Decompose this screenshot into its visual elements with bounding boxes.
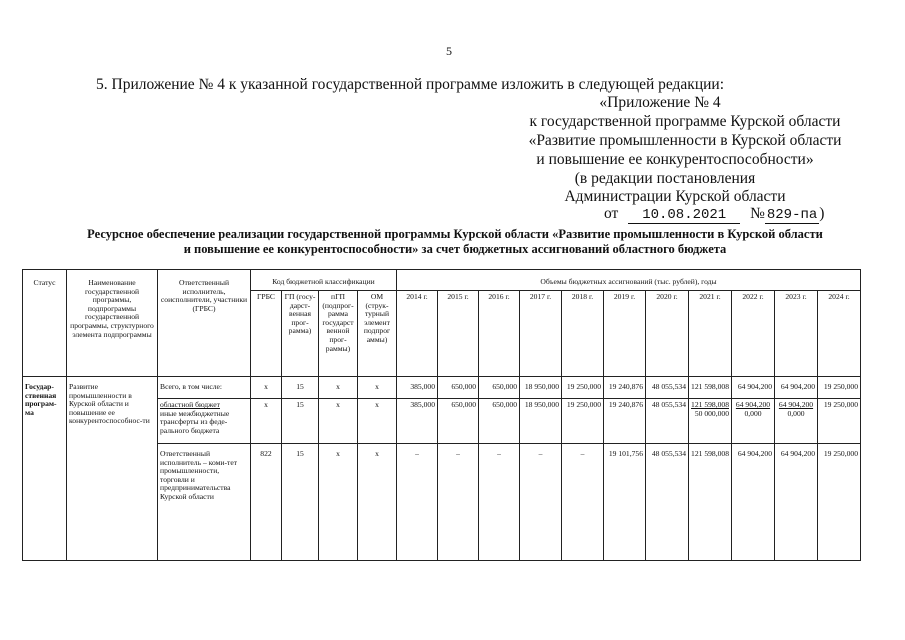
om-cell: х (358, 444, 397, 561)
value-cell: 385,000 (397, 399, 438, 444)
header-grbs: ГРБС (251, 291, 282, 377)
header-name: Наименование государственной программы, подпрограммы государственной программы, структурного элемента подпрограммы (67, 270, 158, 377)
resolution-date: 10.08.2021 (628, 207, 740, 224)
value-cell: 48 055,534 (646, 377, 689, 399)
value-cell: 64 904,200 (732, 377, 775, 399)
value-cell: 650,000 (438, 399, 479, 444)
header-gp: ГП (госу-дарст-венная прог-рамма) (282, 291, 319, 377)
value-cell: – (562, 444, 604, 561)
appendix-line-4: и повышение ее конкурентоспособности» (536, 151, 814, 168)
value-cell (689, 399, 732, 444)
value-main: 64 904,200 (735, 400, 771, 409)
header-year: 2019 г. (604, 291, 646, 377)
status-cell: Государ-ственная програм-ма (23, 377, 67, 561)
appendix-resolution-ref (604, 205, 824, 224)
value-cell: 121 598,008 (689, 377, 732, 399)
executor-total: Всего, в том числе: (158, 377, 251, 399)
header-year: 2015 г. (438, 291, 479, 377)
value-cell: 650,000 (479, 377, 520, 399)
appendix-line-6: Администрации Курской области (564, 188, 786, 205)
value-cell: 48 055,534 (646, 444, 689, 561)
appendix-line-3: «Развитие промышленности в Курской области (528, 132, 842, 149)
value-cell: – (479, 444, 520, 561)
header-volume-group: Объемы бюджетных ассигнований (тыс. рублей), годы (397, 270, 861, 291)
pgp-cell: х (319, 377, 358, 399)
value-cell: 18 950,000 (520, 377, 562, 399)
value-cell: 18 950,000 (520, 399, 562, 444)
grbs-cell: 822 (251, 444, 282, 561)
header-year: 2023 г. (775, 291, 818, 377)
regional-budget-label: областной бюджет (160, 400, 220, 409)
value-cell: 19 250,000 (818, 377, 861, 399)
appendix-line-1: «Приложение № 4 (599, 94, 721, 111)
value-cell: 19 250,000 (562, 399, 604, 444)
value-cell: – (438, 444, 479, 561)
number-label: № (750, 205, 765, 222)
resolution-number: 829-па (766, 207, 818, 223)
header-year: 2018 г. (562, 291, 604, 377)
value-cell: 650,000 (438, 377, 479, 399)
federal-transfers-label: иные межбюджетные трансферты из феде-рального бюджета (160, 408, 230, 435)
value-main: 64 904,200 (778, 400, 814, 409)
gp-cell: 15 (282, 444, 319, 561)
value-cell: 19 240,876 (604, 377, 646, 399)
header-status: Статус (23, 270, 67, 377)
appendix-line-5: (в редакции постановления (574, 170, 756, 187)
header-year: 2021 г. (689, 291, 732, 377)
header-year: 2024 г. (818, 291, 861, 377)
header-year: 2017 г. (520, 291, 562, 377)
value-cell: 19 250,000 (562, 377, 604, 399)
header-year: 2022 г. (732, 291, 775, 377)
value-cell: 650,000 (479, 399, 520, 444)
value-main: 121 598,008 (691, 400, 729, 409)
table-title-line-2: и повышение ее конкурентоспособности» за счет бюджетных ассигнований областного бюджета (183, 242, 727, 256)
header-year: 2020 г. (646, 291, 689, 377)
from-label: от (604, 205, 619, 222)
header-year: 2014 г. (397, 291, 438, 377)
pgp-cell: х (319, 444, 358, 561)
executor-committee: Ответственный исполнитель – коми-тет промышленности, торговли и предпринимательства Курской области (158, 444, 251, 561)
value-cell: 385,000 (397, 377, 438, 399)
value-cell: 64 904,200 (775, 377, 818, 399)
value-cell: 19 250,000 (818, 444, 861, 561)
grbs-cell: х (251, 399, 282, 444)
value-cell (775, 399, 818, 444)
value-cell: 19 101,756 (604, 444, 646, 561)
gp-cell: 15 (282, 399, 319, 444)
value-sub: 0,000 (787, 408, 805, 418)
close-paren: ) (819, 205, 825, 222)
value-cell: 64 904,200 (775, 444, 818, 561)
value-cell (732, 399, 775, 444)
appendix-line-2: к государственной программе Курской области (529, 113, 841, 130)
om-cell: х (358, 377, 397, 399)
value-sub: 0,000 (744, 408, 762, 418)
table-title-line-1: Ресурсное обеспечение реализации государственной программы Курской области «Развитие промышленности в Курской области (87, 227, 823, 241)
value-cell: 19 240,876 (604, 399, 646, 444)
header-om: ОМ (струк-турный элемент подпрог аммы) (358, 291, 397, 377)
pgp-cell: х (319, 399, 358, 444)
table-title (40, 227, 870, 257)
value-sub: 50 000,000 (694, 408, 729, 418)
grbs-cell: х (251, 377, 282, 399)
resource-table (22, 269, 861, 561)
value-cell: – (520, 444, 562, 561)
page-number: 5 (446, 44, 452, 58)
value-cell: 19 250,000 (818, 399, 861, 444)
executor-regional-budget (158, 399, 251, 444)
om-cell: х (358, 399, 397, 444)
header-code-group: Код бюджетной классификации (251, 270, 397, 291)
value-cell: – (397, 444, 438, 561)
value-cell: 64 904,200 (732, 444, 775, 561)
header-executor: Ответственный исполнитель, соисполнители, участники (ГРБС) (158, 270, 251, 377)
intro-paragraph: 5. Приложение № 4 к указанной государственной программе изложить в следующей редакции: (96, 76, 725, 93)
header-pgp: пГП (подпрог-рамма государст венной прог-раммы) (319, 291, 358, 377)
value-cell: 121 598,008 (689, 444, 732, 561)
header-year: 2016 г. (479, 291, 520, 377)
value-cell: 48 055,534 (646, 399, 689, 444)
gp-cell: 15 (282, 377, 319, 399)
program-name-cell: Развитие промышленности в Курской области и повышение ее конкурентоспособнос-ти (67, 377, 158, 561)
